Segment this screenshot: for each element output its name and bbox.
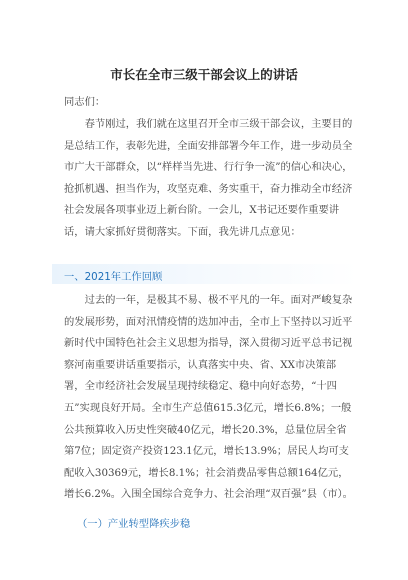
section-body-paragraph: 过去的一年，是极其不易、极不平凡的一年。面对严峻复杂的发展形势，面对汛情疫情的迭加冲击，全市上下坚持以习近平新时代中国特色社会主义思想为指导，深入贯彻习近平总书记视察河南重要讲话重要指示，认真落实中央、省、XX市决策部署，全市经济社会发展呈现持续稳定、稳中向好态势，“十四五”实现良好开局。全市生产总值615.3亿元，增长6.8%；一般公共预算收入历史性突破40亿元，增长20.3%，总量位居全省第7位；固定资产投资123.1亿元，增长13.9%；居民人均可支配收入30369元，增长8.1%；社会消费品零售总额164亿元，增长6.2%。入围全国综合竞争力、社会治理“双百强”县（市）。 xyxy=(64,294,353,501)
document-title: 市长在全市三级干部会议上的讲话 xyxy=(110,67,298,82)
section-heading: 一、2021年工作回顾 xyxy=(64,271,163,283)
subsection-heading: （一）产业转型降疾步稳 xyxy=(77,518,191,530)
intro-paragraph: 春节刚过，我们就在这里召开全市三级干部会议，主要目的是总结工作，表彰先进，全面安排部署今年工作，进一步动员全市广大干部群众，以“样样当先进、行行争一流”的信心和决心，抢抓机遇、担当作为，攻坚克难、务实重干，奋力推动全市经济社会发展各项事业迈上新台阶。一会儿，X书记还要作重要讲话，请大家抓好贯彻落实。下面，我先讲几点意见： xyxy=(64,118,353,238)
salutation: 同志们： xyxy=(64,96,106,108)
